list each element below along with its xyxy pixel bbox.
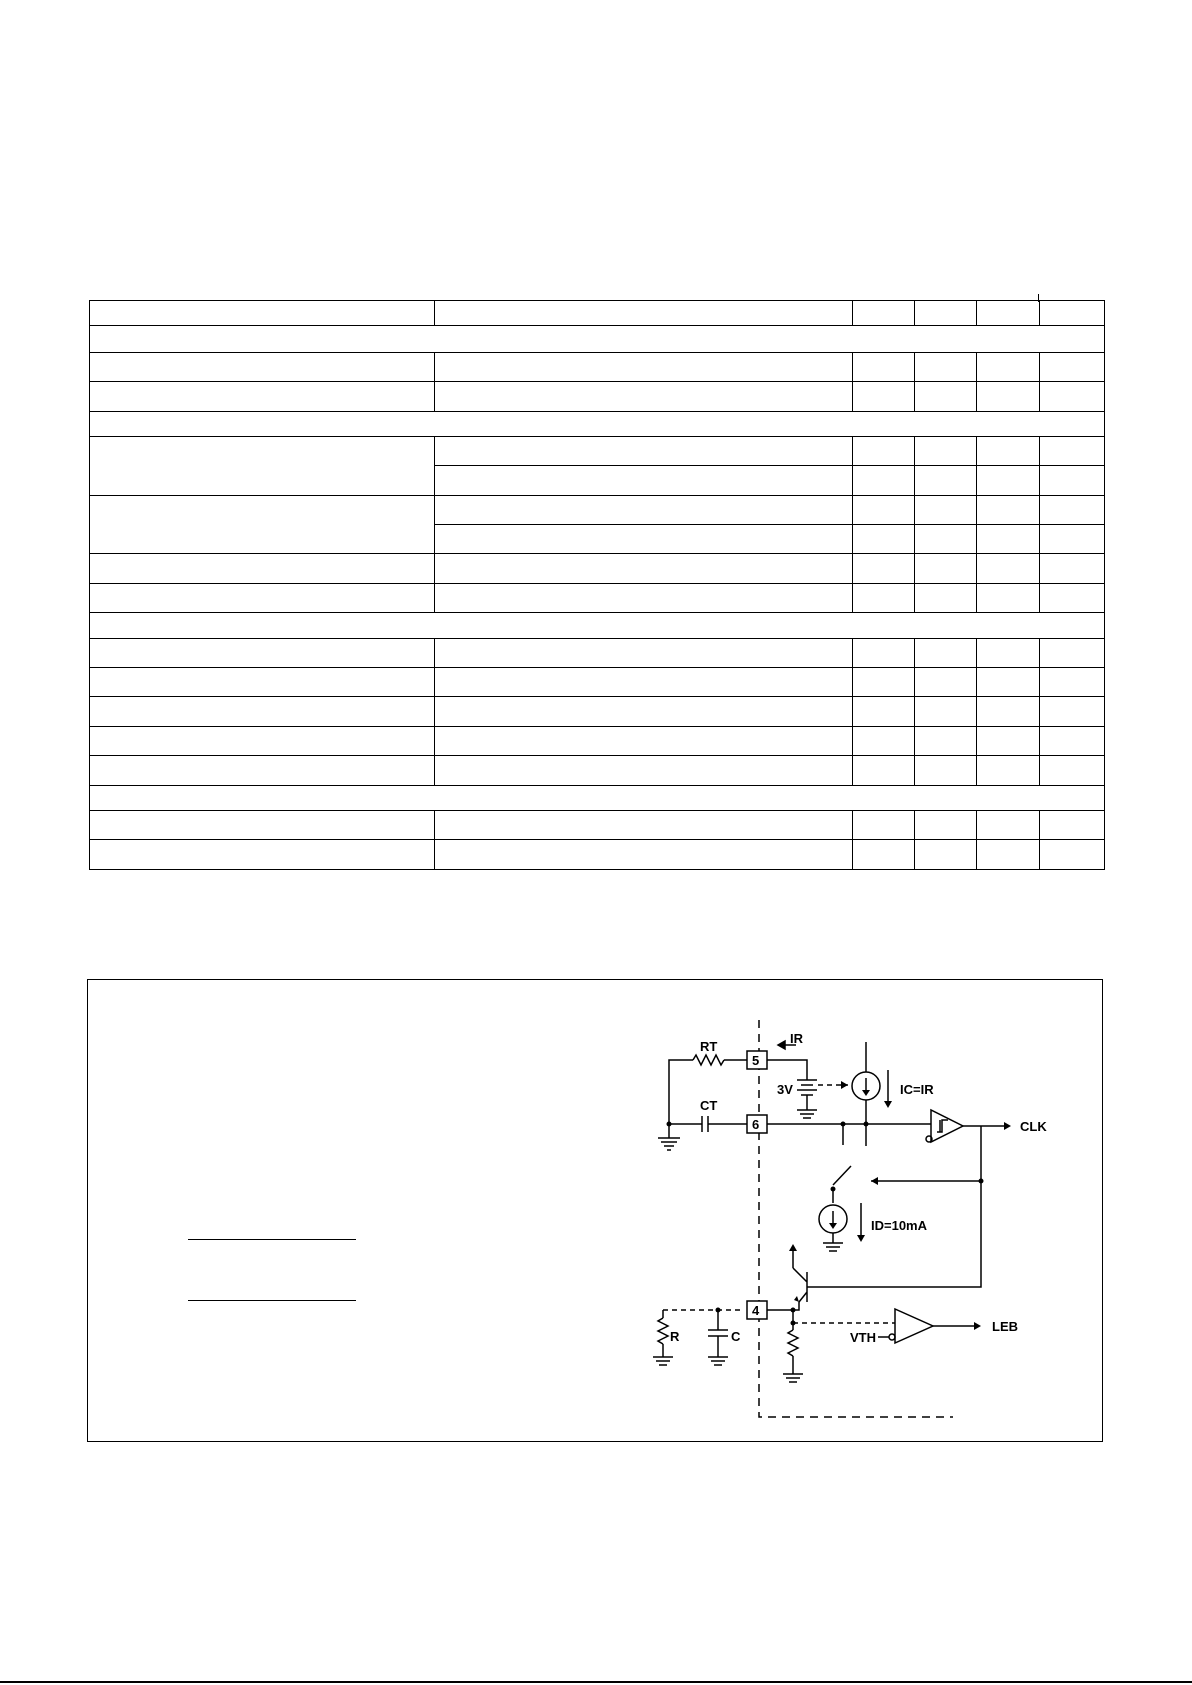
clk-label: CLK xyxy=(1020,1119,1047,1134)
battery-3v xyxy=(797,1080,817,1095)
table-cell xyxy=(977,554,1040,583)
table-cell xyxy=(915,554,977,583)
table-row xyxy=(90,382,1105,411)
table-cell xyxy=(1040,495,1105,524)
table-row xyxy=(90,840,1105,870)
table-cell xyxy=(977,638,1040,667)
ground-sense xyxy=(783,1374,803,1382)
specifications-table xyxy=(89,300,1105,870)
table-cell xyxy=(435,525,853,554)
table-cell xyxy=(1040,301,1105,326)
pin-5-label: 5 xyxy=(752,1053,760,1068)
table-cell xyxy=(853,638,915,667)
table-cell xyxy=(90,613,1105,638)
table-cell xyxy=(435,382,853,411)
table-row xyxy=(90,697,1105,726)
table-cell xyxy=(915,638,977,667)
table-cell xyxy=(977,382,1040,411)
table-cell xyxy=(853,301,915,326)
table-cell xyxy=(435,352,853,381)
leb-comparator xyxy=(895,1309,933,1343)
table-cell xyxy=(1040,638,1105,667)
table-cell xyxy=(90,326,1105,352)
pin-4-label: 4 xyxy=(752,1303,760,1318)
schmitt-buffer xyxy=(931,1110,963,1142)
rt-wire xyxy=(669,1060,693,1124)
table-cell xyxy=(435,466,853,495)
table-row xyxy=(90,811,1105,840)
table-cell xyxy=(915,756,977,785)
table-cell xyxy=(90,811,435,840)
table-cell xyxy=(435,554,853,583)
table-cell xyxy=(90,554,435,583)
table-cell xyxy=(1040,756,1105,785)
table-section-row xyxy=(90,785,1105,810)
block-diagram xyxy=(88,980,1104,1443)
table-cell xyxy=(853,495,915,524)
table-cell xyxy=(90,840,435,870)
table-row xyxy=(90,495,1105,524)
table-section-row xyxy=(90,326,1105,352)
table-row xyxy=(90,638,1105,667)
rt-resistor xyxy=(693,1055,724,1065)
table-cell xyxy=(853,466,915,495)
table-cell xyxy=(853,436,915,465)
table-cell xyxy=(1040,466,1105,495)
table-cell xyxy=(915,436,977,465)
table-cell xyxy=(853,756,915,785)
table-cell xyxy=(915,697,977,726)
table-cell xyxy=(1040,525,1105,554)
table-cell xyxy=(1040,352,1105,381)
vth-label: VTH xyxy=(850,1330,876,1345)
blanking-transistor xyxy=(793,1268,807,1302)
oscillator-leb-figure xyxy=(87,979,1103,1442)
table-section-row xyxy=(90,411,1105,436)
table-cell xyxy=(90,668,435,697)
ic-ir-label: IC=IR xyxy=(900,1082,934,1097)
table-row xyxy=(90,726,1105,755)
table-cell xyxy=(853,525,915,554)
table-row xyxy=(90,352,1105,381)
table-cell xyxy=(1040,668,1105,697)
sense-resistor xyxy=(788,1330,798,1356)
table-cell xyxy=(853,726,915,755)
table-cell xyxy=(1040,811,1105,840)
id-label: ID=10mA xyxy=(871,1218,927,1233)
table-cell xyxy=(1040,436,1105,465)
table-cell xyxy=(977,811,1040,840)
table-cell xyxy=(977,668,1040,697)
ground-id xyxy=(823,1243,843,1251)
table-cell xyxy=(977,495,1040,524)
table-cell xyxy=(435,697,853,726)
table-cell xyxy=(1040,726,1105,755)
table-cell xyxy=(915,301,977,326)
table-cell xyxy=(915,466,977,495)
table-row xyxy=(90,756,1105,785)
table-cell xyxy=(90,495,435,554)
table-cell xyxy=(853,840,915,870)
table-cell xyxy=(90,301,435,326)
footer-rule xyxy=(0,1681,1192,1683)
table-cell xyxy=(435,495,853,524)
ground-r xyxy=(653,1357,673,1365)
table-cell xyxy=(853,668,915,697)
r-label: R xyxy=(670,1329,680,1344)
table-cell xyxy=(1040,697,1105,726)
table-cell xyxy=(915,495,977,524)
table-cell xyxy=(90,436,435,495)
table-cell xyxy=(435,811,853,840)
table-cell xyxy=(915,382,977,411)
table-cell xyxy=(90,638,435,667)
ct-capacitor xyxy=(702,1116,708,1132)
table-cell xyxy=(915,811,977,840)
table-cell xyxy=(977,525,1040,554)
table-row xyxy=(90,436,1105,465)
table-row xyxy=(90,583,1105,612)
table-cell xyxy=(1040,840,1105,870)
ir-label: IR xyxy=(790,1031,803,1046)
table-cell xyxy=(90,726,435,755)
table-cell xyxy=(853,554,915,583)
table-cell xyxy=(90,352,435,381)
table-cell xyxy=(915,726,977,755)
table-cell xyxy=(435,301,853,326)
table-header-row xyxy=(90,301,1105,326)
table-row xyxy=(90,554,1105,583)
table-cell xyxy=(90,382,435,411)
ground-battery xyxy=(797,1110,817,1118)
r-resistor xyxy=(658,1318,668,1344)
table-cell xyxy=(90,697,435,726)
pin-6-label: 6 xyxy=(752,1117,760,1132)
v3-label: 3V xyxy=(777,1082,793,1097)
table-cell xyxy=(435,436,853,465)
table-cell xyxy=(90,785,1105,810)
table-cell xyxy=(977,301,1040,326)
table-cell xyxy=(90,756,435,785)
table-section-row xyxy=(90,613,1105,638)
table-cell xyxy=(435,726,853,755)
ground-ct xyxy=(658,1138,680,1150)
table-cell xyxy=(1040,554,1105,583)
table-cell xyxy=(1040,583,1105,612)
table-cell xyxy=(853,382,915,411)
table-cell xyxy=(915,583,977,612)
table-cell xyxy=(977,840,1040,870)
table-cell xyxy=(853,811,915,840)
table-cell xyxy=(977,756,1040,785)
table-cell xyxy=(915,840,977,870)
table-cell xyxy=(977,583,1040,612)
table-cell xyxy=(915,668,977,697)
leb-label: LEB xyxy=(992,1319,1018,1334)
rt-label: RT xyxy=(700,1039,718,1054)
table-cell xyxy=(977,352,1040,381)
ct-label: CT xyxy=(700,1098,718,1113)
table-cell xyxy=(1040,382,1105,411)
c-label: C xyxy=(731,1329,741,1344)
c-capacitor xyxy=(708,1330,728,1336)
table-cell xyxy=(977,466,1040,495)
table-cell xyxy=(853,583,915,612)
table-cell xyxy=(853,697,915,726)
table-cell xyxy=(90,583,435,612)
table-cell xyxy=(853,352,915,381)
table-cell xyxy=(915,525,977,554)
table-cell xyxy=(977,726,1040,755)
table-cell xyxy=(435,583,853,612)
discharge-switch xyxy=(833,1166,851,1185)
table-tick-mark xyxy=(1038,294,1039,302)
table-cell xyxy=(90,411,1105,436)
table-cell xyxy=(915,352,977,381)
table-cell xyxy=(435,840,853,870)
table-cell xyxy=(977,697,1040,726)
table-row xyxy=(90,668,1105,697)
table-cell xyxy=(435,756,853,785)
table-cell xyxy=(435,638,853,667)
table-cell xyxy=(977,436,1040,465)
table-cell xyxy=(435,668,853,697)
ground-c xyxy=(708,1357,728,1365)
